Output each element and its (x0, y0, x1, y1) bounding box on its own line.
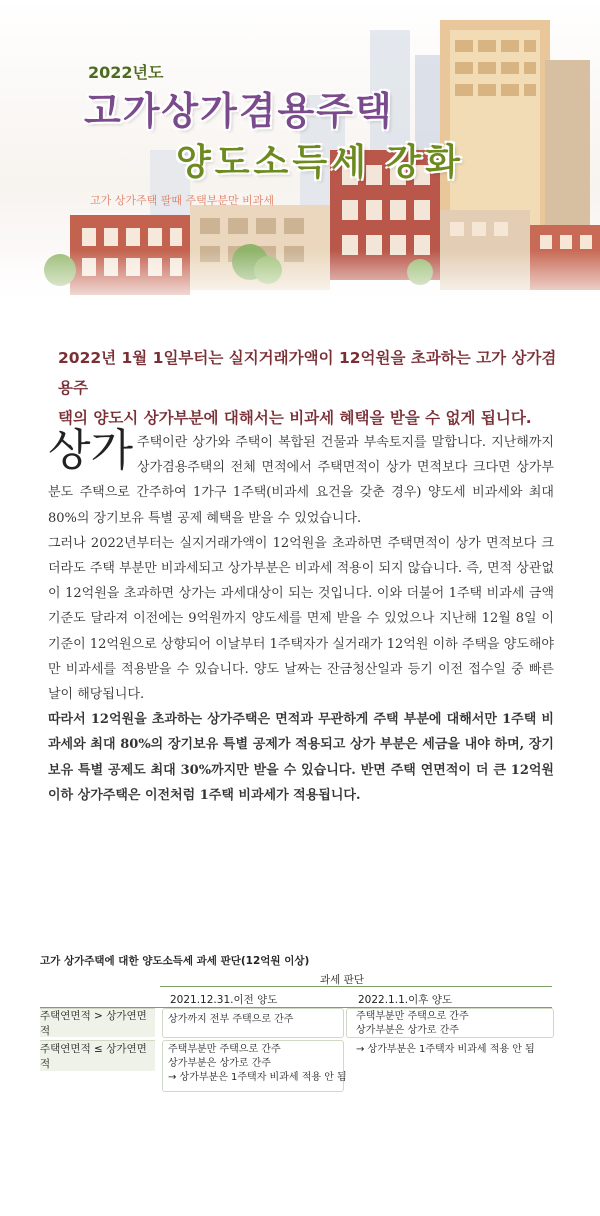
dropcap: 상가 (48, 425, 134, 476)
table-row-label: 주택연면적 > 상가연면적 (40, 1008, 155, 1037)
paragraph-2: 그러나 2022년부터는 실지거래가액이 12억원을 초과하면 주택면적이 상가 면적보다 크더라도 주택 부분만 비과세되고 상가부분은 비과세 적용이 되지 않습니다. 즉, 면적 상관없이 12억원을 초과하면 상가는 과세대상이 되는 것입니다. 이와 더불어 1주택 비과세 금액 기준도 달라져 이전에는 9억원까지 양도세를 면제 받을 수 있었으나 지난해 12월 8일 이 기준이 12억원으로 상향되어 이날부터 1주택자가 실거래가 12억원 이하 주택을 양도해야만 비과세를 적용받을 수 있습니다. 양도 날짜는 잔금청산일과 등기 이전 접수일 중 빠른 날이 해당됩니다. (48, 535, 554, 703)
table-col-before: 2021.12.31.이전 양도 (170, 994, 278, 1006)
cell-line: → 상가부분은 1주택자 비과세 적용 안 됨 (168, 1072, 347, 1083)
cell-line: → 상가부분은 1주택자 비과세 적용 안 됨 (356, 1044, 535, 1055)
table-cell (356, 1043, 535, 1057)
table-rule (160, 986, 552, 987)
table-row-label: 주택연면적 ≤ 상가연면적 (40, 1040, 155, 1071)
cell-line: 상가까지 전부 주택으로 간주 (168, 1014, 294, 1025)
cell-line: 상가부분은 상가로 간주 (168, 1058, 271, 1069)
table-col-after: 2022.1.1.이후 양도 (358, 994, 453, 1006)
table-group-header: 과세 판단 (320, 974, 364, 986)
paragraph-3: 따라서 12억원을 초과하는 상가주택은 면적과 무관하게 주택 부분에 대해서만 1주택 비과세와 최대 80%의 장기보유 특별 공제가 적용되고 상가 부분은 세금을 내야 하며, 장기보유 특별 공제도 최대 30%까지만 받을 수 있습니다. 반면 주택 연면적이 더 큰 12억원 이하 상가주택은 이전처럼 1주택 비과세가 적용됩니다. (48, 712, 554, 803)
lead-line: 2022년 1월 1일부터는 실지거래가액이 12억원을 초과하는 고가 상가겸용주 (58, 349, 557, 397)
table-title: 고가 상가주택에 대한 양도소득세 과세 판단(12억원 이상) (40, 955, 310, 967)
paragraph-1 (48, 425, 554, 531)
hero-year: 2022년도 (88, 63, 164, 82)
cell-line: 상가부분은 상가로 간주 (356, 1025, 459, 1036)
lead-line: 택의 양도시 상가부분에 대해서는 비과세 혜택을 받을 수 없게 됩니다. (58, 409, 532, 427)
cell-line: 주택부분만 주택으로 간주 (356, 1011, 469, 1022)
hero-subtitle: 고가 상가주택 팔때 주택부분만 비과세 (90, 194, 275, 207)
cell-line: 주택부분만 주택으로 간주 (168, 1044, 281, 1055)
hero-title-line2: 양도소득세 강화 (176, 142, 464, 183)
article-body (48, 425, 554, 808)
paragraph-1-text: 주택이란 상가와 주택이 복합된 건물과 부속토지를 말합니다. 지난해까지 상가겸용주택의 전체 면적에서 주택면적이 상가 면적보다 크다면 상가부분도 주택으로 간주하여 1가구 1주택(비과세 요건을 갖춘 경우) 양도세 비과세와 최대 80%의 장기보유 특별 공제 혜택을 받을 수 있었습니다. (48, 435, 554, 526)
table-cell (356, 1010, 469, 1038)
table-cell (168, 1013, 293, 1027)
table-cell (168, 1043, 347, 1085)
hero-title-line1: 고가상가겸용주택 (84, 89, 394, 133)
lead-paragraph (58, 343, 558, 433)
hero-banner (0, 0, 600, 310)
